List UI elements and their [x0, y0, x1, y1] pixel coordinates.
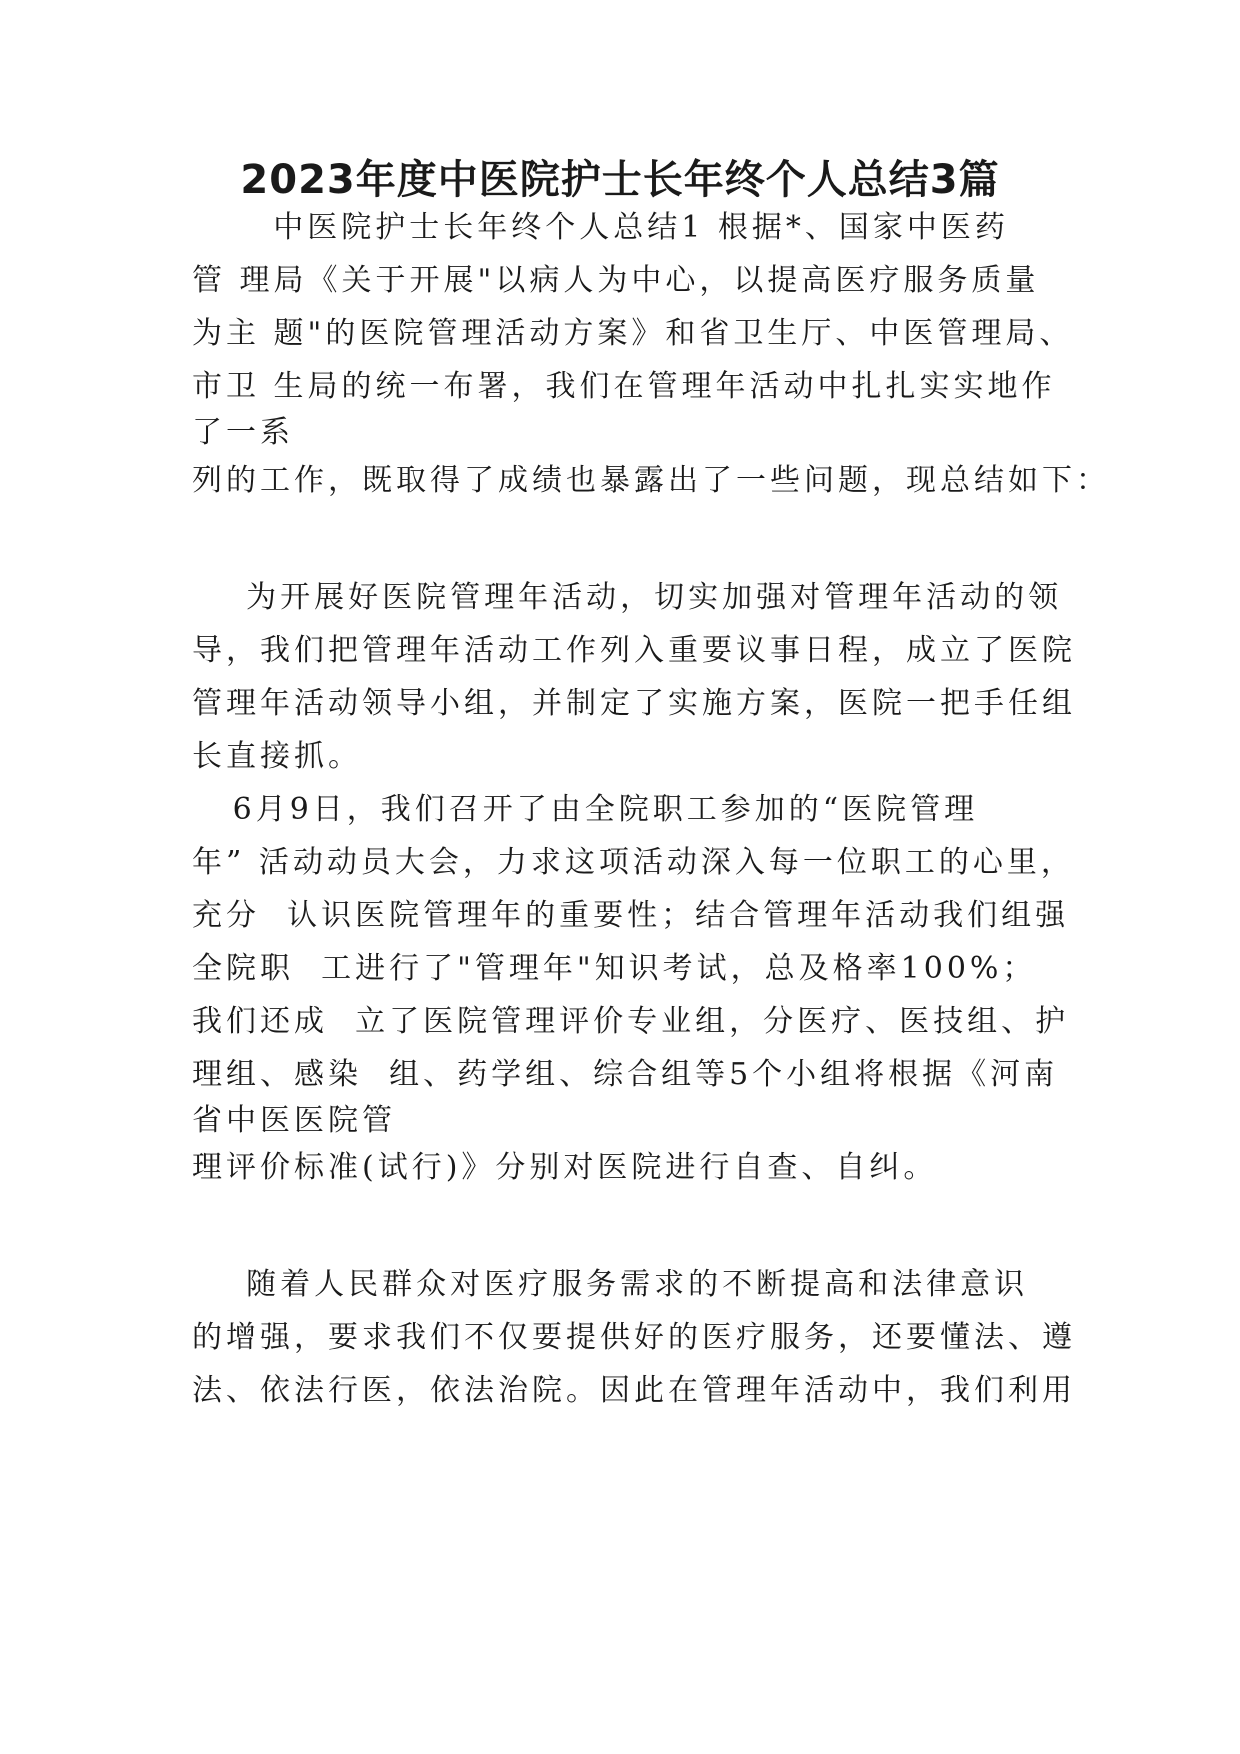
body-line-10: 长直接抓。 [192, 739, 362, 774]
body-line-4: 市卫 生局的统一布署，我们在管理年活动中扎扎实实地作 [192, 369, 1056, 404]
body-line-5: 了一系 [192, 415, 294, 450]
body-line-6: 列的工作，既取得了成绩也暴露出了一些问题，现总结如下： [192, 463, 1110, 498]
body-line-21: 法、依法行医，依法治院。因此在管理年活动中，我们利用 [192, 1373, 1076, 1408]
body-line-16: 理组、感染 组、药学组、综合组等5个小组将根据《河南 [192, 1057, 1059, 1092]
body-line-2: 管 理局《关于开展"以病人为中心，以提高医疗服务质量 [192, 263, 1040, 298]
document-title: 2023年度中医院护士长年终个人总结3篇 [240, 157, 1000, 203]
body-line-7: 为开展好医院管理年活动，切实加强对管理年活动的领 [192, 580, 1063, 615]
body-line-19: 随着人民群众对医疗服务需求的不断提高和法律意识 [192, 1267, 1029, 1302]
body-line-13: 充分 认识医院管理年的重要性；结合管理年活动我们组强 [192, 898, 1070, 933]
body-line-12: 年” 活动动员大会，力求这项活动深入每一位职工的心里， [192, 845, 1075, 880]
body-line-11: 6月9日，我们召开了由全院职工参加的“医院管理 [192, 792, 979, 827]
body-line-8: 导，我们把管理年活动工作列入重要议事日程，成立了医院 [192, 633, 1076, 668]
body-line-9: 管理年活动领导小组，并制定了实施方案，医院一把手任组 [192, 686, 1076, 721]
body-line-18: 理评价标准(试行)》分别对医院进行自查、自纠。 [192, 1150, 938, 1185]
body-line-14: 全院职 工进行了"管理年"知识考试，总及格率100%； [192, 951, 1037, 986]
body-line-1: 中医院护士长年终个人总结1 根据*、国家中医药 [192, 210, 1009, 245]
body-line-17: 省中医医院管 [192, 1103, 396, 1138]
body-line-20: 的增强，要求我们不仅要提供好的医疗服务，还要懂法、遵 [192, 1320, 1076, 1355]
body-line-3: 为主 题"的医院管理活动方案》和省卫生厅、中医管理局、 [192, 316, 1074, 351]
body-line-15: 我们还成 立了医院管理评价专业组，分医疗、医技组、护 [192, 1004, 1070, 1039]
